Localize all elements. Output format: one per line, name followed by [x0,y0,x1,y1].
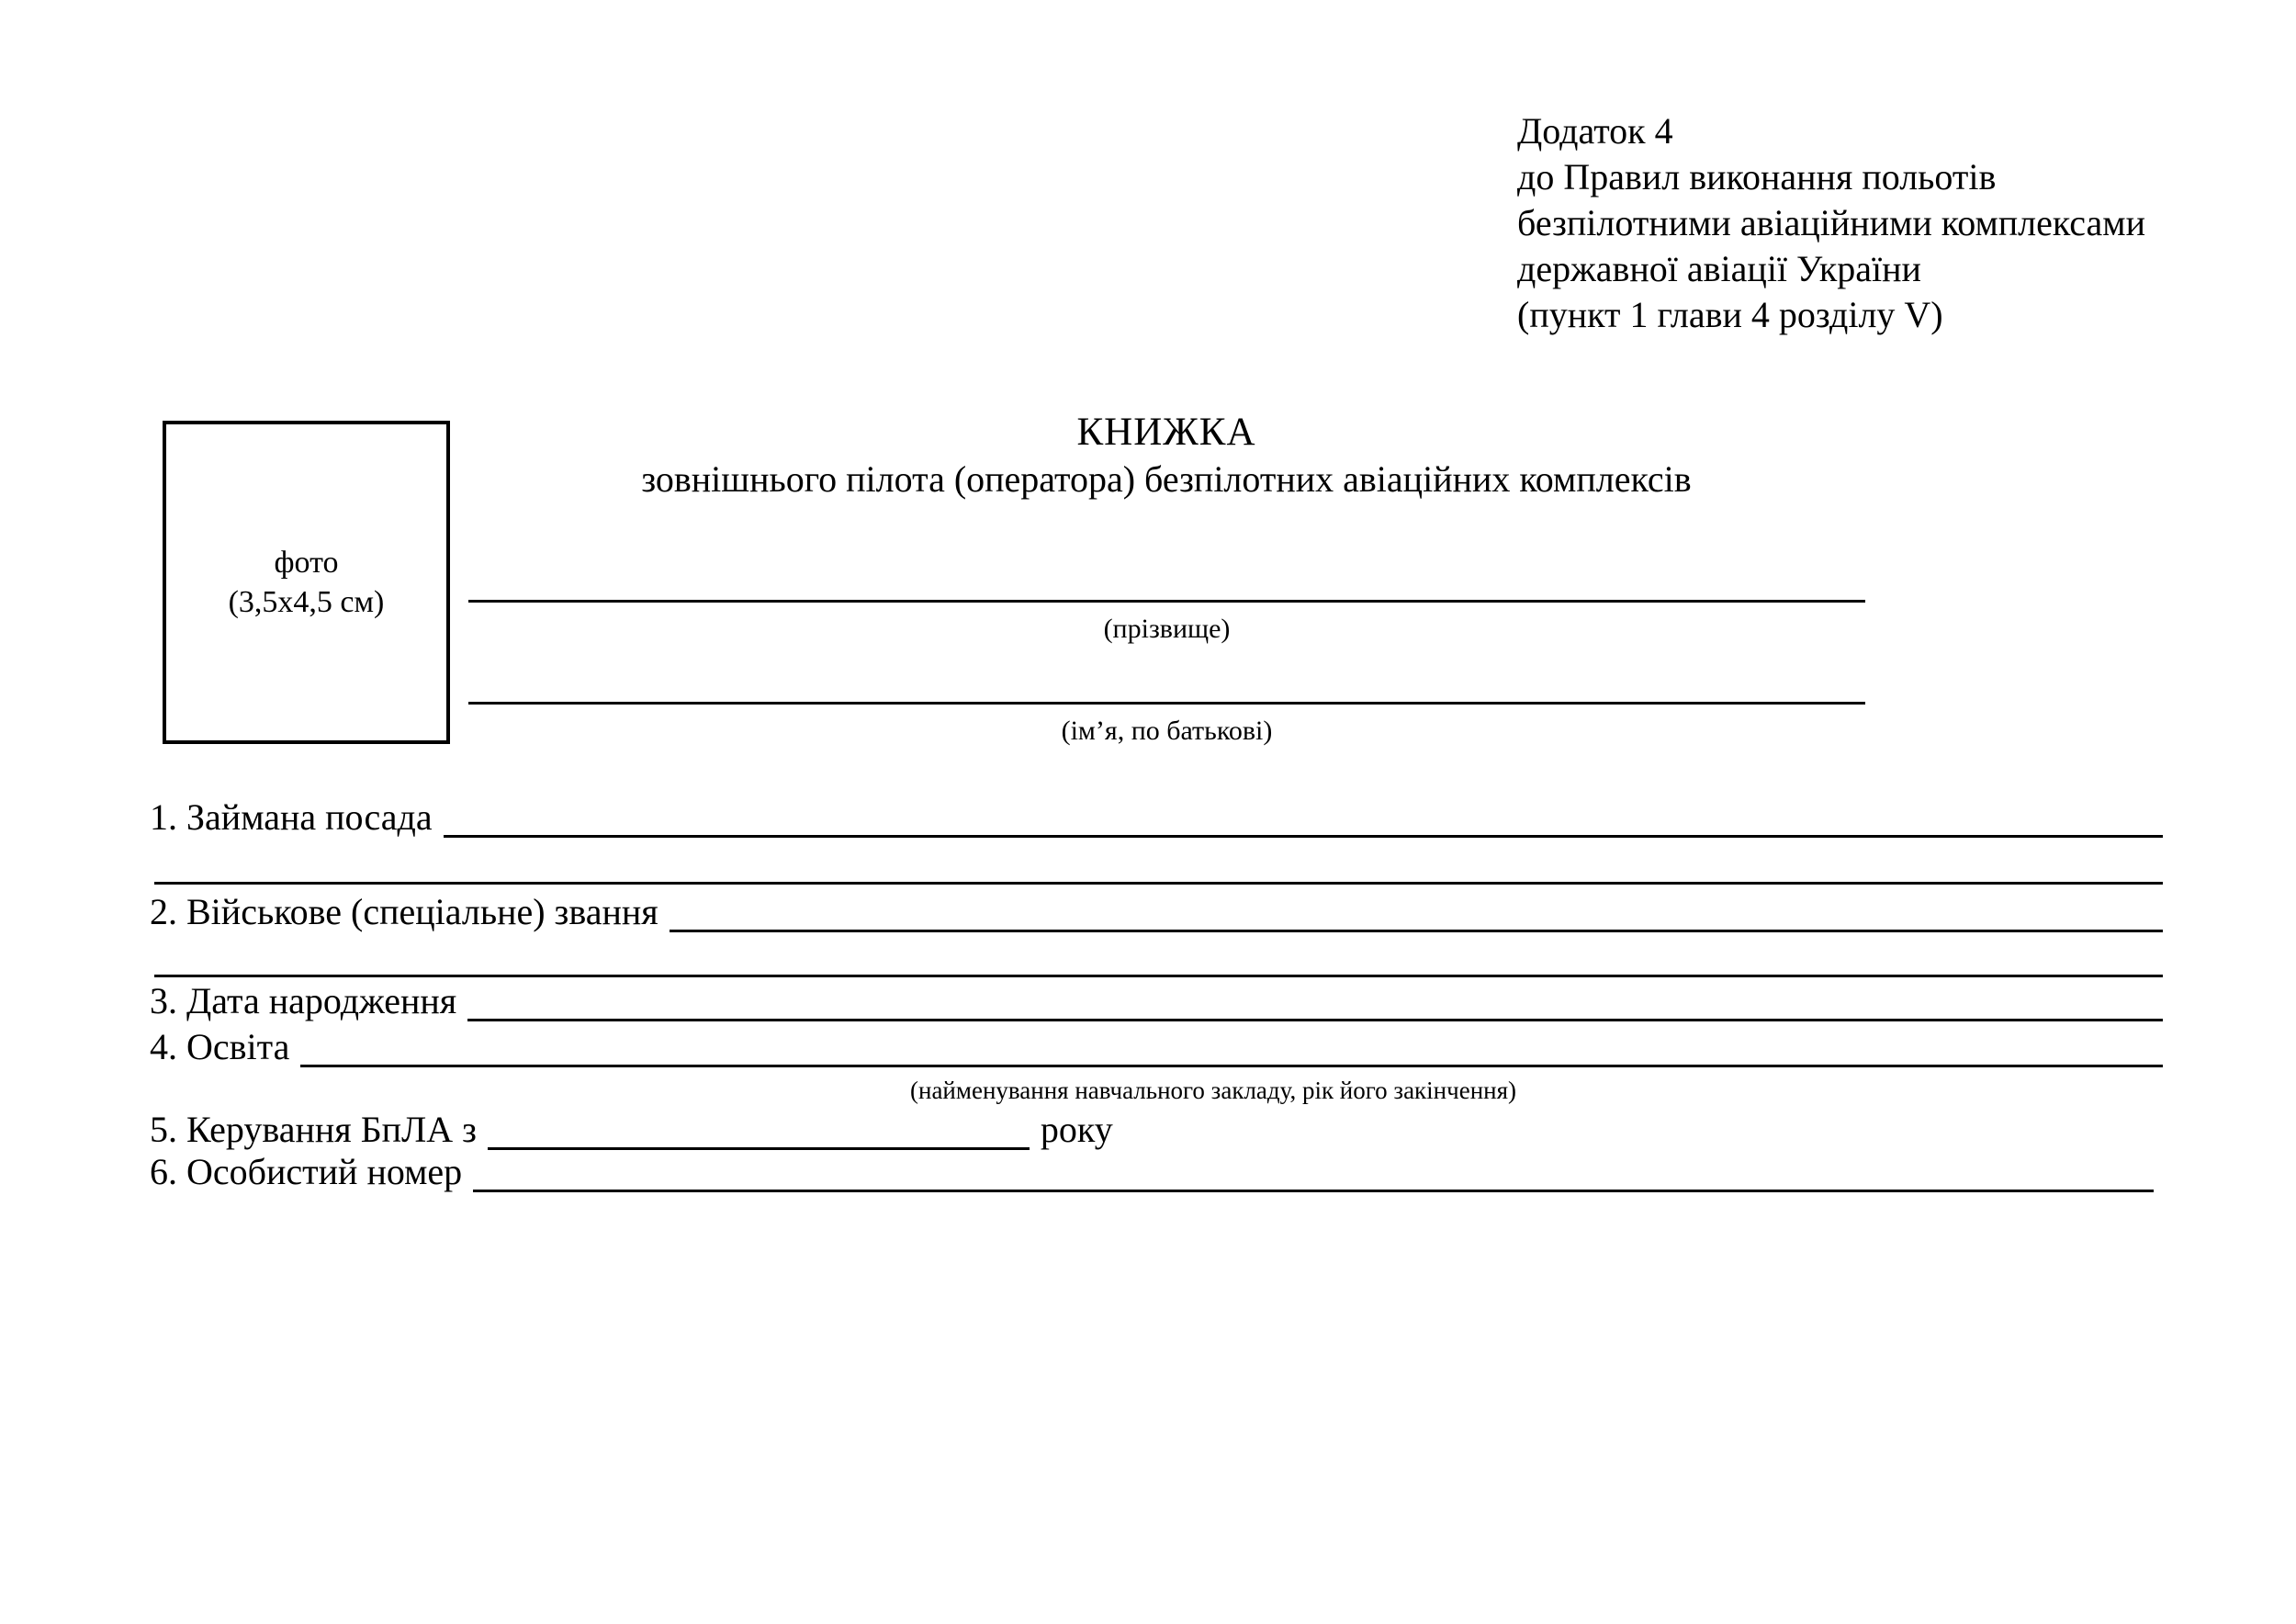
field-military-rank [150,892,2163,932]
photo-size-label: (3,5х4,5 см) [228,585,385,619]
education-caption: (найменування навчального закладу, рік його закінчення) [910,1077,1516,1104]
field-label: 2. Військове (спеціальне) звання [150,891,658,932]
field-blank-line [473,1190,2154,1192]
field-occupied-position [150,797,2163,838]
field-label: 6. Особистий номер [150,1151,463,1192]
field-blank-line [467,1019,2163,1021]
field-personal-number [150,1152,2154,1192]
field-birth-date [150,981,2163,1021]
appendix-line: до Правил виконання польотів [1517,156,1997,197]
photo-placeholder-box [163,421,450,744]
field-label: 5. Керування БпЛА з [150,1109,477,1150]
given-name-blank-line [468,702,1865,705]
document-title: КНИЖКА [1076,411,1256,454]
field-uav-control-since [150,1110,1113,1150]
field-label: 3. Дата народження [150,980,457,1021]
surname-caption: (прізвище) [1103,614,1231,644]
photo-label: фото [274,546,339,580]
appendix-line: безпілотними авіаційними комплексами [1517,202,2146,243]
field-military-rank-blank-line-2 [154,975,2163,977]
appendix-reference [1517,108,2215,338]
field-occupied-position-blank-line-2 [154,882,2163,885]
field-blank-line [300,1065,2163,1067]
appendix-line: Додаток 4 [1517,110,1673,152]
appendix-line: (пункт 1 глави 4 розділу V) [1517,294,1943,335]
given-name-caption: (ім’я, по батькові) [1061,716,1273,746]
appendix-line: державної авіації України [1517,248,1921,289]
document-subtitle: зовнішнього пілота (оператора) безпілотних авіаційних комплексів [641,458,1692,500]
year-suffix-label: року [1040,1109,1113,1150]
field-education [150,1027,2163,1067]
field-blank-line [670,930,2163,932]
field-label: 1. Займана посада [150,796,433,838]
field-blank-line [488,1147,1030,1150]
field-blank-line [444,835,2163,838]
surname-blank-line [468,600,1865,603]
field-label: 4. Освіта [150,1026,290,1067]
